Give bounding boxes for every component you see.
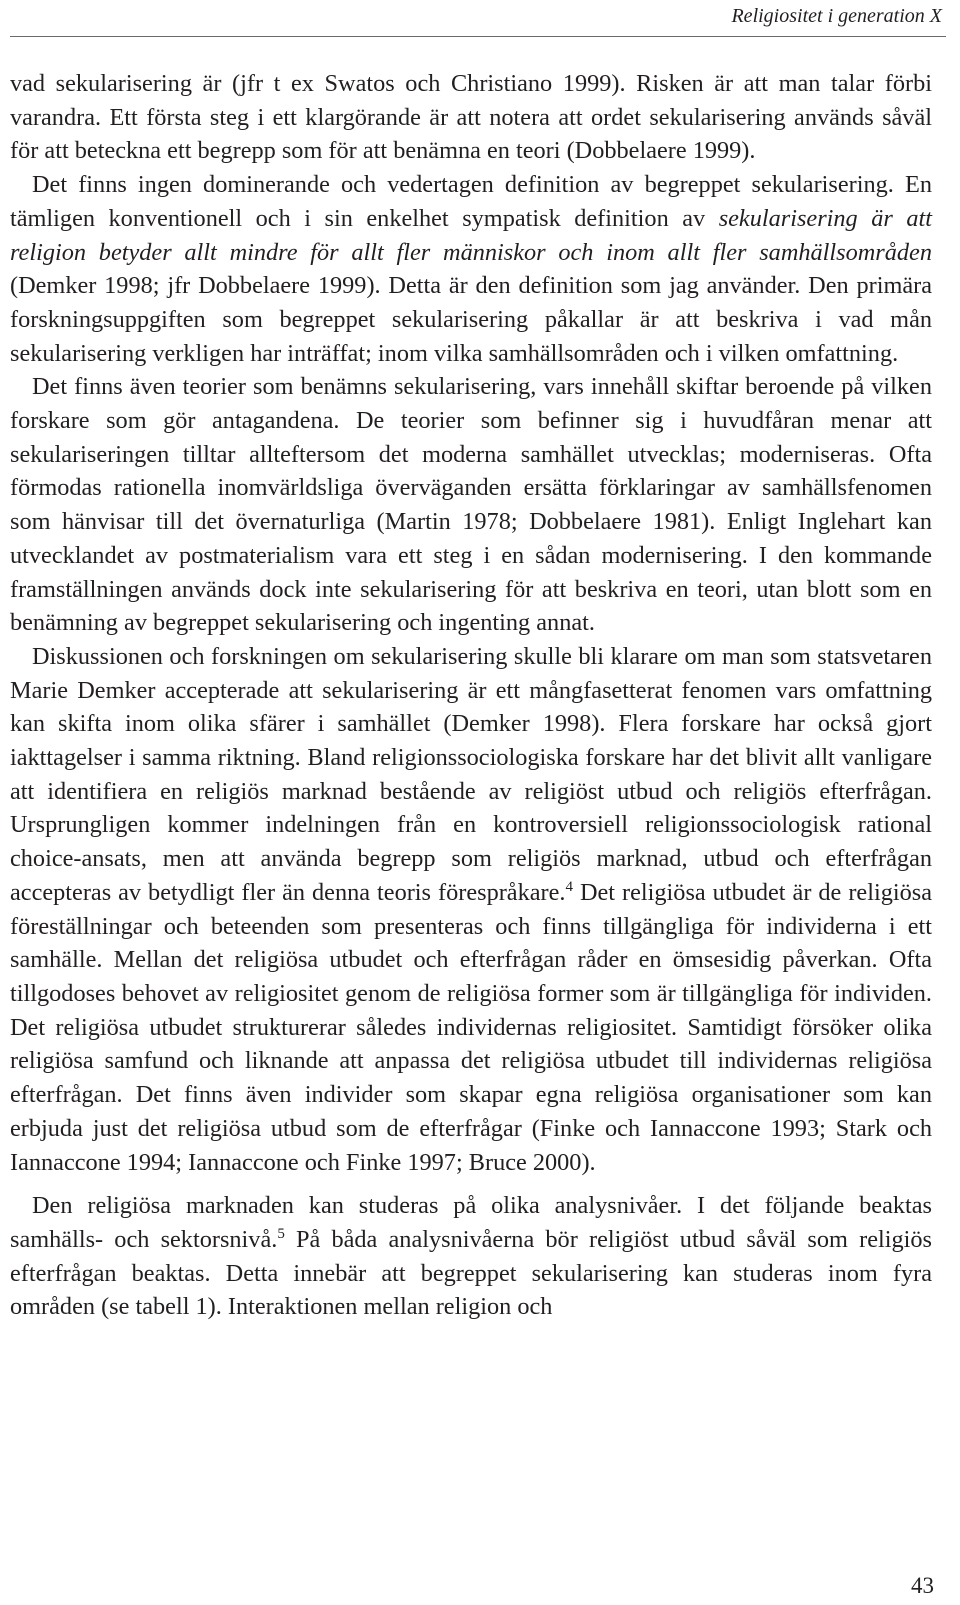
footnote-ref: 4 [565, 878, 573, 895]
page-number: 43 [911, 1573, 934, 1598]
footnote-ref: 5 [277, 1225, 285, 1242]
definition-italic: sekularisering är att religion betyder allt mindre för allt fler människor och inom allt fler samhällsområden [10, 204, 932, 266]
paragraph-text: Det finns ingen dominerande och vedertagen definition av begreppet sekularisering. En tämligen konventionell och i sin enkelhet sympatisk definition av [10, 171, 932, 232]
paragraph [10, 1189, 932, 1324]
header-rule [10, 36, 946, 37]
paragraph [10, 67, 932, 168]
body-text [10, 67, 932, 1324]
paragraph-text: vad sekularisering är (jfr t ex Swatos och Christiano 1999). Risken är att man talar förbi varandra. Ett första steg i ett klargörande är att notera att ordet sekularisering används såväl för att beteckna ett begrepp som för att benämna en teori (Dobbelaere 1999). [10, 70, 932, 165]
running-head: Religiositet i generation X [731, 5, 942, 27]
paragraph-text: Diskussionen och forskningen om sekularisering skulle bli klarare om man som statsvetaren Marie Demker accepterade att sekularisering är ett mångfasetterat fenomen vars omfattning kan skifta inom olika sfärer i samhället (Demker 1998). Flera forskare har också gjort iakttagelser i samma riktning. Bland religionssociologiska forskare har det blivit allt vanligare att identifiera en religiös marknad bestående av religiöst utbud och religiös efterfrågan. Ursprungligen kommer indelningen från en kontroversiell religionssociologisk rational choice-ansats, men att använda begrepp som religiös marknad, utbud och efterfrågan accepteras av betydligt fler än denna teoris förespråkare. [10, 642, 932, 906]
paragraph [10, 370, 932, 640]
paragraph-text: Det finns även teorier som benämns sekularisering, vars innehåll skiftar beroende på vilken forskare som gör antagandena. De teorier som befinner sig i huvudfåran menar att sekulariseringen tilltar allteftersom det moderna samhället utvecklas; moderniseras. Ofta förmodas rationella inomvärldsliga överväganden ersätta förklaringar av samhällsfenomen som hänvisar till det övernaturliga (Martin 1978; Dobbelaere 1981). Enligt Inglehart kan utvecklandet av postmaterialism vara ett steg i en sådan modernisering. I den kommande framställningen används dock inte sekularisering för att beskriva en teori, utan blott som en benämning av begreppet sekularisering och ingenting annat. [10, 373, 932, 637]
paragraph [10, 640, 932, 1179]
paragraph-text: Den religiösa marknaden kan studeras på olika analysnivåer. I det följande beaktas samhälls- och sektorsnivå. [10, 1192, 932, 1253]
paragraph-text: Det religiösa utbudet är de religiösa föreställningar och beteenden som presenteras och finns tillgängliga för individerna i ett samhälle. Mellan det religiösa utbudet och efterfrågan råder en ömsesidig påverkan. Ofta tillgodoses behovet av religiositet genom de religiösa former som är tillgängliga för individen. Det religiösa utbudet strukturerar således individernas religiositet. Samtidigt försöker olika religiösa samfund och liknande att anpassa det religiösa utbudet till individernas religiösa efterfrågan. Det finns även individer som skapar egna religiösa organisationer som kan erbjuda just det religiösa utbud som de efterfrågar (Finke och Iannaccone 1993; Stark och Iannaccone 1994; Iannaccone och Finke 1997; Bruce 2000). [10, 878, 932, 1176]
paragraph-text: (Demker 1998; jfr Dobbelaere 1999). Detta är den definition som jag använder. Den primära forskningsuppgiften som begreppet sekularisering påkallar är att beskriva i vad mån sekularisering verkligen har inträffat; inom vilka samhällsområden och i vilken omfattning. [10, 272, 932, 367]
paragraph-text: På båda analysnivåerna bör religiöst utbud såväl som religiös efterfrågan beaktas. Detta innebär att begreppet sekularisering kan studeras inom fyra områden (se tabell 1). Interaktionen mellan religion och [10, 1225, 932, 1321]
paragraph [10, 168, 932, 370]
